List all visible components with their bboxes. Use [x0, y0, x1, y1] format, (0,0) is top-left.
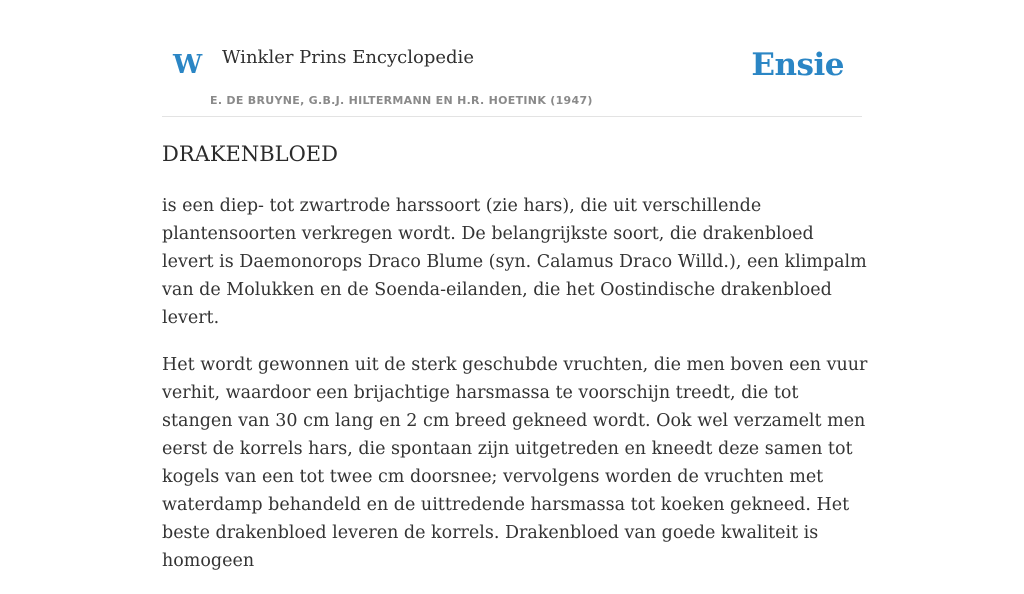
page-header: [162, 40, 862, 117]
authors-line: E. DE BRUYNE, G.B.J. HILTERMANN EN H.R. HOETINK (1947): [210, 94, 593, 107]
ensie-logo-link[interactable]: Ensie: [751, 47, 844, 83]
article-headword: DRAKENBLOED: [162, 142, 338, 166]
winkler-prins-logo-icon[interactable]: W: [173, 50, 203, 80]
article-paragraph-1: is een diep- tot zwartrode harssoort (zie hars), die uit verschillende plantensoorten verkregen wordt. De belangrijkste soort, die drakenbloed levert is Daemonorops Draco Blume (syn. Calamus Draco Willd.), een klimpalm van de Molukken en de Soenda-eilanden, die het Oostindische drakenbloed levert.: [162, 196, 867, 328]
article-body: [162, 192, 870, 594]
article-paragraph-2: Het wordt gewonnen uit de sterk geschubde vruchten, die men boven een vuur verhit, waardoor een brijachtige harsmassa te voorschijn treedt, die tot stangen van 30 cm lang en 2 cm breed gekneed wordt. Ook wel verzamelt men eerst de korrels hars, die spontaan zijn uitgetreden en kneedt deze samen tot kogels van een tot twee cm doorsnee; vervolgens worden de vruchten met waterdamp behandeld en de uittredende harsmassa tot koeken gekneed. Het beste drakenbloed leveren de korrels. Drakenbloed van goede kwaliteit is homogeen: [162, 355, 868, 571]
source-title-link[interactable]: Winkler Prins Encyclopedie: [222, 47, 474, 68]
